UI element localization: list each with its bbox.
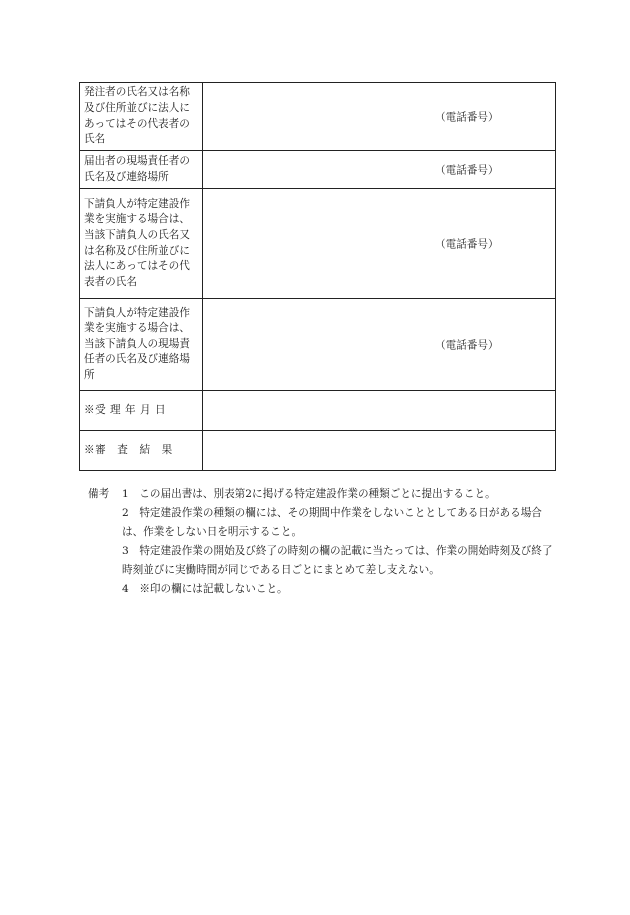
table-row bbox=[80, 189, 556, 299]
phone-label: （電話番号） bbox=[435, 339, 499, 351]
site-manager-field[interactable] bbox=[203, 151, 556, 189]
receipt-date-field[interactable] bbox=[203, 391, 556, 431]
table-row bbox=[80, 431, 556, 471]
phone-label: （電話番号） bbox=[435, 238, 499, 250]
phone-label: （電話番号） bbox=[435, 111, 499, 123]
notes-heading: 備考 bbox=[88, 488, 110, 500]
client-name-label: 発注者の氏名又は名称及び住所並びに法人にあってはその代表者の氏名 bbox=[80, 83, 203, 151]
subcontractor-manager-label: 下請負人が特定建設作業を実施する場合は、当該下請負人の現場責任者の氏名及び連絡場所 bbox=[80, 299, 203, 391]
phone-label: （電話番号） bbox=[435, 164, 499, 176]
note-item: 1 この届出書は、別表第2に掲げる特定建設作業の種類ごとに提出すること。 bbox=[122, 488, 496, 500]
table-row bbox=[80, 83, 556, 151]
subcontractor-manager-field[interactable] bbox=[203, 299, 556, 391]
subcontractor-name-label: 下請負人が特定建設作業を実施する場合は、当該下請負人の氏名又は名称及び住所並びに法人にあってはその代表者の氏名 bbox=[80, 189, 203, 299]
table-row bbox=[80, 151, 556, 189]
subcontractor-name-field[interactable] bbox=[203, 189, 556, 299]
table-row bbox=[80, 299, 556, 391]
note-item: 2 特定建設作業の種類の欄には、その期間中作業をしないこととしてある日がある場合は、作業をしない日を明示すること。 bbox=[122, 507, 542, 538]
note-item: 3 特定建設作業の開始及び終了の時刻の欄の記載に当たっては、作業の開始時刻及び終了時刻並びに実働時間が同じである日ごとにまとめて差し支えない。 bbox=[122, 545, 553, 576]
review-result-label: ※審 査 結 果 bbox=[80, 431, 203, 471]
form-table bbox=[79, 82, 556, 471]
table-row bbox=[80, 391, 556, 431]
client-name-field[interactable] bbox=[203, 83, 556, 151]
receipt-date-label: ※受 理 年 月 日 bbox=[80, 391, 203, 431]
note-item: 4 ※印の欄には記載しないこと。 bbox=[122, 583, 288, 595]
site-manager-label: 届出者の現場責任者の氏名及び連絡場所 bbox=[80, 151, 203, 189]
review-result-field[interactable] bbox=[203, 431, 556, 471]
